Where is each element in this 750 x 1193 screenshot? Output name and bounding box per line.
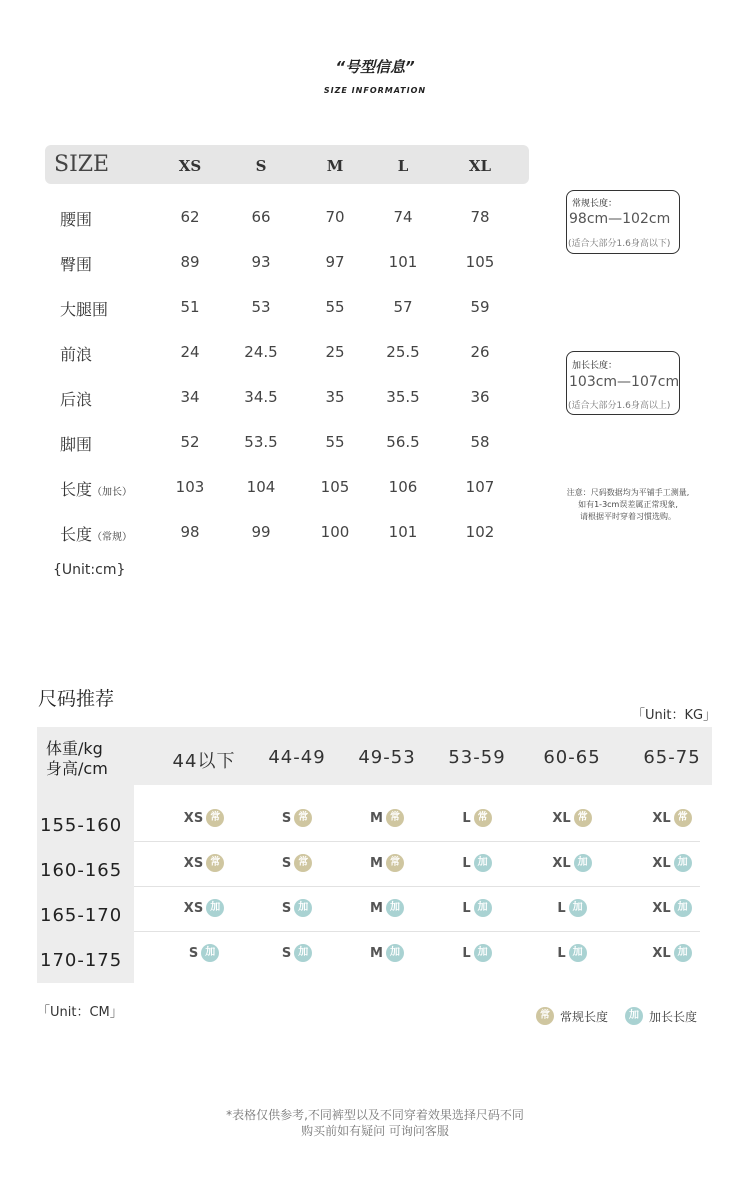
size-cell: 100 [320,523,350,541]
recommend-cell [432,854,522,872]
recommended-size: XL [652,900,671,916]
footer-line: 购买前如有疑问 可询问客服 [301,1124,449,1138]
measurement-name: 长度 [60,480,93,499]
size-cell: 34 [180,388,200,406]
extended-badge: 加 [294,944,312,962]
regular-badge: 常 [474,809,492,827]
extended-badge: 加 [206,899,224,917]
extended-length-value: 103cm—107cm [569,374,680,390]
recommend-cell [627,809,717,827]
size-row-label [60,207,92,230]
extended-badge: 加 [201,944,219,962]
size-cell: 104 [246,478,276,496]
recommend-cell [252,854,342,872]
extended-badge: 加 [625,1007,643,1025]
recommend-cell [252,809,342,827]
size-cell: 58 [470,433,490,451]
recommended-size: M [370,900,383,916]
measurement-name: 臀围 [60,255,93,274]
size-cell: 99 [251,523,271,541]
recommend-cell [527,809,617,827]
page-title: “号型信息” [335,58,415,76]
recommend-cell [627,854,717,872]
size-cell: 25 [325,343,345,361]
extended-badge: 加 [474,899,492,917]
size-cell: 62 [180,208,200,226]
regular-length-title: 常规长度： [572,199,618,209]
extended-badge: 加 [674,944,692,962]
size-cell: 51 [180,298,200,316]
recommended-size: L [462,810,471,826]
extended-badge: 加 [674,899,692,917]
recommend-axis-label [46,739,108,779]
recommended-size: S [281,900,292,916]
legend-regular-label: 常规长度 [560,1009,609,1024]
weight-unit: 「Unit：KG」 [632,708,717,723]
size-cell: 56.5 [386,433,420,451]
regular-badge: 常 [206,809,224,827]
extended-badge: 加 [474,854,492,872]
height-row-label: 155-160 [40,815,123,836]
recommended-size: XL [552,810,571,826]
extended-badge: 加 [386,944,404,962]
recommended-size: L [462,945,471,961]
extended-badge: 加 [574,854,592,872]
size-cell: 57 [393,298,413,316]
recommend-cell [252,944,342,962]
size-cell: 26 [470,343,490,361]
size-cell: 74 [393,208,413,226]
size-column-header: S [255,157,267,175]
page-subtitle: SIZE INFORMATION [323,86,427,95]
size-row-label [60,432,92,455]
recommend-cell [627,944,717,962]
size-cell: 24 [180,343,200,361]
size-cell: 106 [388,478,418,496]
regular-badge: 常 [206,854,224,872]
extended-badge: 加 [674,854,692,872]
size-row-label [60,297,108,320]
footer-line: *表格仅供参考,不同裤型以及不同穿着效果选择尺码不同 [226,1108,524,1122]
size-column-header: M [326,157,344,175]
weight-column-header: 60-65 [543,747,601,768]
recommend-cell [432,944,522,962]
recommend-cell [159,809,249,827]
measurement-name: 长度 [60,525,93,544]
size-cell: 101 [388,523,418,541]
size-column-header: XL [468,157,492,175]
measurement-name: 腰围 [60,210,93,229]
recommend-cell [252,899,342,917]
weight-column-header: 44-49 [268,747,326,768]
weight-column-header: 49-53 [358,747,416,768]
size-cell: 93 [251,253,271,271]
size-cell: 103 [175,478,205,496]
regular-badge: 常 [294,809,312,827]
recommended-size: L [557,900,566,916]
recommend-title: 尺码推荐 [38,688,115,710]
size-table-unit: {Unit:cm} [53,562,126,578]
notice-line: 请根据平时穿着习惯选购。 [580,512,676,521]
weight-column-header: 65-75 [643,747,701,768]
recommended-size: M [370,855,383,871]
regular-badge: 常 [574,809,592,827]
recommend-cell [342,854,432,872]
extended-badge: 加 [569,944,587,962]
recommended-size: XS [183,810,204,826]
extended-length-title: 加长长度： [572,361,618,371]
extended-badge: 加 [474,944,492,962]
size-cell: 107 [465,478,495,496]
size-cell: 24.5 [244,343,278,361]
regular-length-sub: (适合大部分1.6身高以下) [568,239,671,249]
size-row-label [60,252,92,275]
recommend-cell [159,899,249,917]
extended-length-sub: (适合大部分1.6身高以上) [568,401,671,411]
recommended-size: XL [652,810,671,826]
regular-badge: 常 [386,809,404,827]
size-cell: 52 [180,433,200,451]
regular-length-value: 98cm—102cm [569,211,671,227]
weight-axis-label: 体重/kg [46,739,103,758]
height-axis-label: 身高/cm [46,759,108,778]
measurement-name: 前浪 [60,345,93,364]
recommend-cell [342,944,432,962]
size-cell: 102 [465,523,495,541]
recommended-size: S [281,810,292,826]
size-cell: 55 [325,433,345,451]
weight-column-header: 53-59 [448,747,506,768]
recommended-size: S [281,855,292,871]
size-cell: 59 [470,298,490,316]
size-cell: 89 [180,253,200,271]
row-divider [134,841,700,842]
recommend-cell [342,899,432,917]
size-cell: 101 [388,253,418,271]
recommended-size: M [370,945,383,961]
recommend-cell [432,809,522,827]
height-unit: 「Unit：CM」 [37,1005,123,1020]
recommend-cell [527,944,617,962]
size-cell: 53.5 [244,433,278,451]
recommended-size: XL [552,855,571,871]
regular-badge: 常 [536,1007,554,1025]
size-column-header: L [397,157,409,175]
size-cell: 55 [325,298,345,316]
regular-badge: 常 [674,809,692,827]
legend-extended [625,1007,697,1025]
size-cell: 105 [320,478,350,496]
height-row-label: 170-175 [40,950,123,971]
weight-column-header: 44以下 [172,751,236,772]
recommended-size: XS [183,900,204,916]
size-cell: 25.5 [386,343,420,361]
size-row-label [60,522,132,545]
recommended-size: XL [652,945,671,961]
regular-badge: 常 [386,854,404,872]
size-cell: 34.5 [244,388,278,406]
recommended-size: L [462,900,471,916]
height-row-label: 165-170 [40,905,123,926]
recommend-cell [342,809,432,827]
regular-badge: 常 [294,854,312,872]
recommended-size: XL [652,855,671,871]
recommended-size: S [188,945,199,961]
extended-badge: 加 [386,899,404,917]
row-divider [134,886,700,887]
recommended-size: M [370,810,383,826]
size-cell: 35 [325,388,345,406]
size-cell: 53 [251,298,271,316]
height-row-label: 160-165 [40,860,123,881]
legend-regular [536,1007,608,1025]
size-cell: 78 [470,208,490,226]
recommended-size: L [462,855,471,871]
size-cell: 70 [325,208,345,226]
measurement-name: 脚围 [60,435,93,454]
extended-badge: 加 [569,899,587,917]
recommend-cell [527,899,617,917]
measurement-suffix: （常规） [92,532,133,543]
recommend-cell [432,899,522,917]
measurement-notice [553,487,703,523]
measurement-name: 大腿围 [60,300,109,319]
recommended-size: L [557,945,566,961]
recommended-size: XS [183,855,204,871]
row-divider [134,931,700,932]
size-cell: 105 [465,253,495,271]
recommend-cell [527,854,617,872]
notice-line: 如有1-3cm误差属正常现象, [578,500,678,509]
legend-extended-label: 加长长度 [649,1009,698,1024]
size-cell: 35.5 [386,388,420,406]
size-row-label [60,342,92,365]
recommend-cell [159,854,249,872]
extended-badge: 加 [294,899,312,917]
notice-line: 注意：尺码数据均为平铺手工测量, [566,488,690,497]
size-cell: 97 [325,253,345,271]
size-column-header: XS [178,157,202,175]
measurement-name: 后浪 [60,390,93,409]
recommend-cell [627,899,717,917]
size-cell: 66 [251,208,271,226]
size-row-label [60,477,132,500]
measurement-suffix: （加长） [92,487,133,498]
size-label: SIZE [54,152,110,177]
recommend-cell [159,944,249,962]
size-cell: 98 [180,523,200,541]
recommended-size: S [281,945,292,961]
size-row-label [60,387,92,410]
size-cell: 36 [470,388,490,406]
